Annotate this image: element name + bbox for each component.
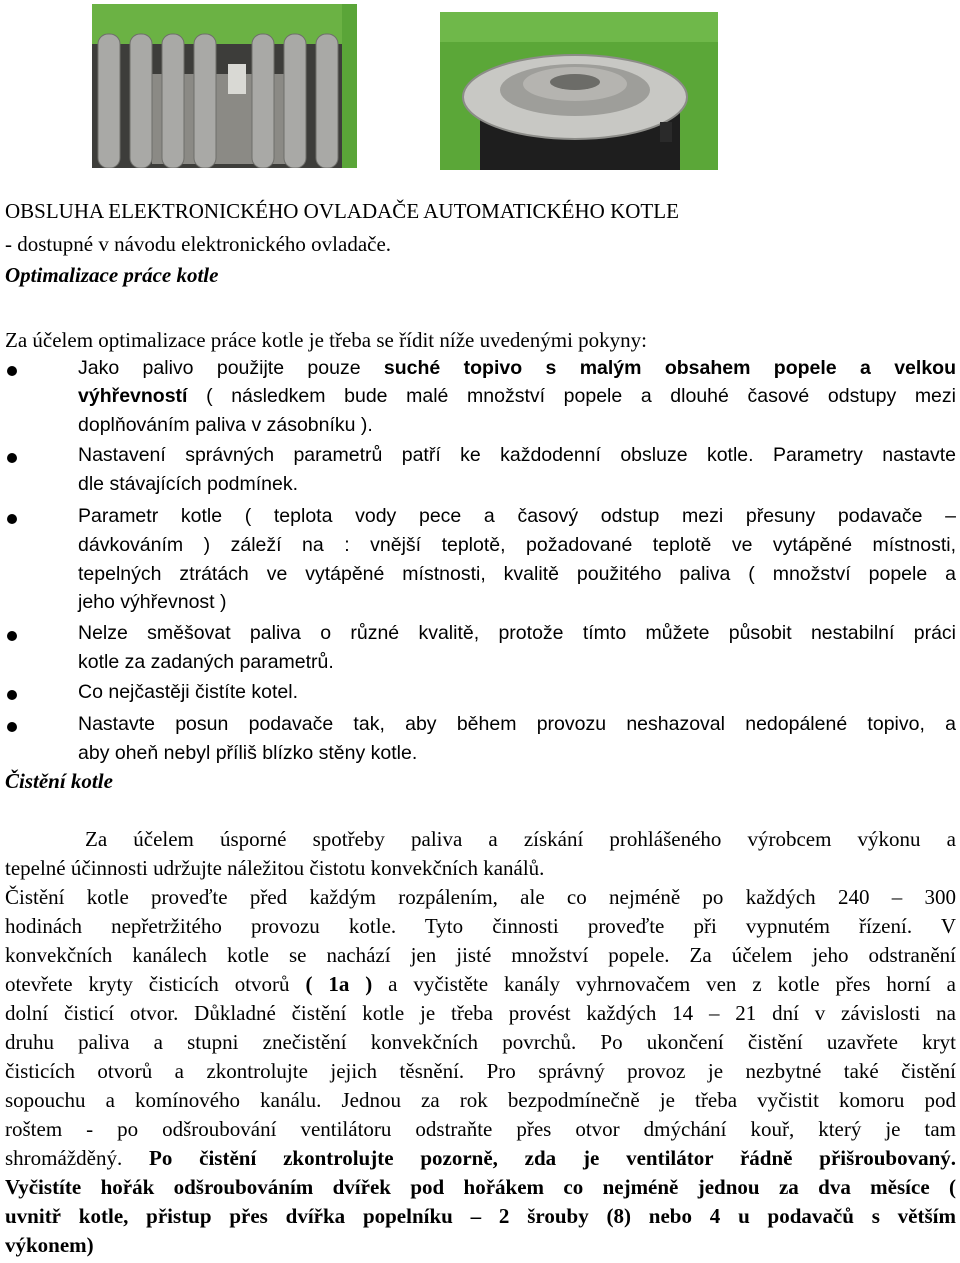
bullet-5-line-1: Co nejčastěji čistíte kotel. <box>78 681 299 703</box>
bullet-dot <box>7 631 17 641</box>
bullet-6-line-2: aby oheň nebyl příliš blízko stěny kotle. <box>78 742 418 764</box>
bullet-dot <box>7 722 17 732</box>
para2-line-8: sopouchu a komínového kanálu. Jednou za rok bezpodmínečně je třeba vyčistit komoru pod <box>5 1088 956 1112</box>
para2-line-2: hodinách nepřetržitého provozu kotle. Tyto činnosti proveďte při vypnutém řízení. V <box>5 914 956 938</box>
bullet-dot <box>7 453 17 463</box>
para2-line-12: uvnitř kotle, přistup přes dvířka popelníku – 2 šrouby (8) nebo 4 u podavačů s větším <box>5 1204 956 1228</box>
bullet-3-line-1: Parametr kotle ( teplota vody pece a časový odstup mezi přesuny podavače – <box>78 505 956 527</box>
bullet-1-line-1: Jako palivo použijte pouze suché topivo s malým obsahem popele a velkou <box>78 357 956 379</box>
para1-line-1: Za účelem úsporné spotřeby paliva a získání prohlášeného výrobcem výkonu a <box>85 827 956 851</box>
photo-strip <box>0 4 960 169</box>
bullet-dot <box>7 514 17 524</box>
para2-line-9: roštem - po odšroubování ventilátoru odstraňte přes otvor dmýchání kouř, který je tam <box>5 1117 956 1141</box>
para2-line-1: Čistění kotle proveďte před každým rozpálením, ale co nejméně po každých 240 – 300 <box>5 885 956 909</box>
bullet-6-line-1: Nastavte posun podavače tak, aby během provozu neshazoval nedopálené topivo, a <box>78 713 956 735</box>
bullet-3-line-2: dávkováním ) záleží na : vnější teplotě, požadované teplotě ve vytápěné místnosti, <box>78 534 956 556</box>
bullet-dot <box>7 690 17 700</box>
para2-line-4: otevřete kryty čisticích otvorů ( 1a ) a vyčistěte kanály vyhrnovačem ven z kotle přes horní a <box>5 972 956 996</box>
para2-line-13: výkonem) <box>5 1233 94 1257</box>
heading-uppercase: OBSLUHA ELEKTRONICKÉHO OVLADAČE AUTOMATICKÉHO KOTLE <box>5 199 679 223</box>
bullet-4-line-2: kotle za zadaných parametrů. <box>78 651 334 673</box>
bullet-2-line-2: dle stávajících podmínek. <box>78 473 299 495</box>
photo-burner <box>440 12 718 170</box>
para2-line-3: konvekčních kanálech kotle se nachází jen jisté množství popele. Za účelem jeho odstranění <box>5 943 956 967</box>
para2-line-5: dolní čisticí otvor. Důkladné čistění kotle je třeba provést každých 14 – 21 dní v závislosti na <box>5 1001 956 1025</box>
para2-line-6: druhu paliva a stupni znečistění konvekčních povrchů. Po ukončení čistění uzavřete kryt <box>5 1030 956 1054</box>
dash-line: - dostupné v návodu elektronického ovladače. <box>5 232 392 256</box>
bullet-1-line-3: doplňováním paliva v zásobníku ). <box>78 414 373 436</box>
photo-grate-tubes <box>92 4 357 168</box>
para1-line-2: tepelné účinnosti udržujte náležitou čistotu konvekčních kanálů. <box>5 856 545 880</box>
bullet-3-line-3: tepelných ztrátách ve vytápěné místnosti, kvalitě použitého paliva ( množství popele a <box>78 563 956 585</box>
intro-line: Za účelem optimalizace práce kotle je třeba se řídit níže uvedenými pokyny: <box>5 328 647 352</box>
bullet-4-line-1: Nelze směšovat paliva o různé kvalitě, protože tímto můžete působit nestabilní práci <box>78 622 956 644</box>
section-title-optimize: Optimalizace práce kotle <box>5 263 219 287</box>
para2-line-11: Vyčistíte hořák odšroubováním dvířek pod hořákem co nejméně jednou za dva měsíce ( <box>5 1175 956 1199</box>
bullet-3-line-4: jeho výhřevnost ) <box>78 591 227 613</box>
bullet-1-line-2: výhřevností ( následkem bude malé množství popele a dlouhé časové odstupy mezi <box>78 385 956 407</box>
para2-line-7: čisticích otvorů a zkontrolujte jejich těsnění. Pro správný provoz je nezbytné také čistění <box>5 1059 956 1083</box>
bullet-dot <box>7 366 17 376</box>
bullet-2-line-1: Nastavení správných parametrů patří ke každodenní obsluze kotle. Parametry nastavte <box>78 444 956 466</box>
section-title-clean: Čistění kotle <box>5 769 113 793</box>
para2-line-10: shromážděný. Po čistění zkontrolujte pozorně, zda je ventilátor řádně přišroubovaný. <box>5 1146 956 1170</box>
